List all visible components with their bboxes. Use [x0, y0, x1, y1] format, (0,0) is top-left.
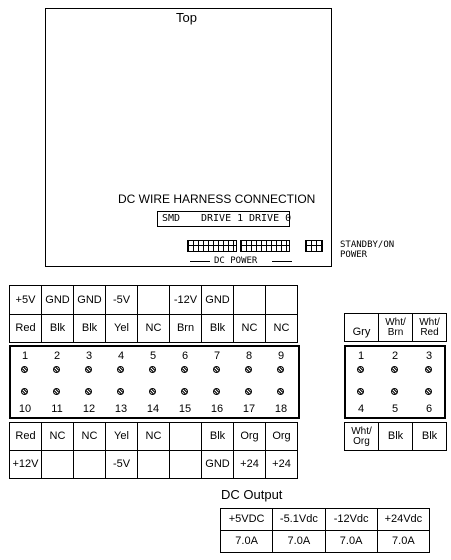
pin-contact-icon — [391, 366, 398, 373]
pin-number: 15 — [178, 403, 192, 415]
pin-number: 3 — [425, 350, 433, 362]
connector18-bottom-table — [9, 422, 298, 479]
pin-contact-icon — [277, 388, 284, 395]
wire-color-cell: Blk — [202, 315, 234, 343]
voltage-cell: +5V — [10, 286, 42, 315]
pin-contact-icon — [425, 366, 432, 373]
pin-number: 12 — [82, 403, 96, 415]
pin-number: 1 — [21, 350, 29, 362]
voltage-cell: -5V — [106, 451, 138, 479]
voltage-cell — [74, 451, 106, 479]
wire-color-cell: NC — [138, 423, 170, 451]
pin-number: 7 — [213, 350, 221, 362]
pin-contact-icon — [425, 388, 432, 395]
pin-number: 14 — [146, 403, 160, 415]
voltage-cell — [266, 286, 298, 315]
pin-number: 3 — [85, 350, 93, 362]
pin-number: 5 — [391, 403, 399, 415]
wire-color-cell: NC — [74, 423, 106, 451]
harness-label: DC WIRE HARNESS CONNECTION — [118, 192, 316, 206]
voltage-cell: -5V — [106, 286, 138, 315]
voltage-cell: GND — [202, 451, 234, 479]
pin-number: 8 — [245, 350, 253, 362]
pin-contact-icon — [181, 388, 188, 395]
wire-color-cell: Wht/ Brn — [379, 314, 413, 342]
pin-contact-icon — [213, 388, 220, 395]
pin-contact-icon — [85, 388, 92, 395]
pin-contact-icon — [149, 388, 156, 395]
dc-power-connector-a-midline — [187, 245, 237, 246]
voltage-cell: GND — [42, 286, 74, 315]
voltage-cell: +12V — [10, 451, 42, 479]
voltage-cell: +24 — [234, 451, 266, 479]
wire-color-cell: Red — [10, 423, 42, 451]
pin-contact-icon — [149, 366, 156, 373]
voltage-cell: -12V — [170, 286, 202, 315]
dc-power-line-left — [190, 261, 210, 262]
voltage-cell — [138, 451, 170, 479]
dc-power-label: DC POWER — [214, 256, 258, 266]
wire-color-cell: Org — [266, 423, 298, 451]
voltage-cell — [42, 451, 74, 479]
dc-output-header: -12Vdc — [325, 509, 377, 531]
pin-contact-icon — [21, 366, 28, 373]
dc-output-value: 7.0A — [273, 531, 325, 553]
connector6-top-table — [344, 313, 447, 342]
drive-label-smd: SMD — [162, 213, 181, 224]
connector6-bottom-table — [344, 422, 447, 451]
top-view-panel — [45, 8, 332, 267]
pin-contact-icon — [117, 388, 124, 395]
pin-number: 6 — [425, 403, 433, 415]
pin-contact-icon — [357, 388, 364, 395]
dc-output-header: +5VDC — [221, 509, 273, 531]
wire-color-cell: NC — [234, 315, 266, 343]
pin-number: 16 — [210, 403, 224, 415]
pin-contact-icon — [181, 366, 188, 373]
wire-color-cell: Wht/ Org — [345, 423, 379, 451]
pin-number: 13 — [114, 403, 128, 415]
pin-number: 9 — [277, 350, 285, 362]
wire-color-cell: NC — [138, 315, 170, 343]
voltage-cell — [138, 286, 170, 315]
pin-contact-icon — [53, 366, 60, 373]
dc-output-table — [220, 508, 430, 553]
wire-color-cell: Org — [234, 423, 266, 451]
wire-color-cell: NC — [266, 315, 298, 343]
wire-color-cell: Brn — [170, 315, 202, 343]
wire-color-cell: Blk — [413, 423, 447, 451]
dc-power-connector-b — [240, 240, 290, 252]
wire-color-cell: Blk — [42, 315, 74, 343]
standby-connector — [305, 240, 323, 252]
voltage-cell — [170, 451, 202, 479]
wire-color-cell: Yel — [106, 315, 138, 343]
dc-power-connector-b-midline — [240, 245, 290, 246]
pin-contact-icon — [21, 388, 28, 395]
voltage-cell: GND — [202, 286, 234, 315]
wire-color-cell: Red — [10, 315, 42, 343]
pin-number: 4 — [357, 403, 365, 415]
pin-number: 2 — [391, 350, 399, 362]
connector18-top-table — [9, 285, 298, 343]
pin-contact-icon — [245, 388, 252, 395]
wire-color-cell: NC — [42, 423, 74, 451]
pin-contact-icon — [53, 388, 60, 395]
top-view-title: Top — [176, 10, 197, 25]
dc-power-connector-a — [187, 240, 237, 252]
pin-number: 1 — [357, 350, 365, 362]
dc-output-title: DC Output — [221, 487, 283, 502]
wire-color-cell — [170, 423, 202, 451]
pin-contact-icon — [277, 366, 284, 373]
voltage-cell — [234, 286, 266, 315]
voltage-cell: GND — [74, 286, 106, 315]
pin-number: 11 — [51, 403, 63, 415]
pin-contact-icon — [357, 366, 364, 373]
dc-output-header: +24Vdc — [377, 509, 429, 531]
pin-number: 2 — [53, 350, 61, 362]
standby-connector-midline — [305, 245, 323, 246]
pin-contact-icon — [85, 366, 92, 373]
voltage-cell: +24 — [266, 451, 298, 479]
wire-color-cell: Wht/ Red — [413, 314, 447, 342]
wire-color-cell: Blk — [379, 423, 413, 451]
pin-contact-icon — [391, 388, 398, 395]
drive-label-1: DRIVE 1 — [201, 213, 244, 224]
dc-output-value: 7.0A — [325, 531, 377, 553]
pin-contact-icon — [213, 366, 220, 373]
pin-number: 18 — [274, 403, 288, 415]
pin-contact-icon — [117, 366, 124, 373]
dc-output-value: 7.0A — [221, 531, 273, 553]
pin-number: 6 — [181, 350, 189, 362]
drive-label-0: DRIVE 0 — [249, 213, 292, 224]
dc-output-value: 7.0A — [377, 531, 429, 553]
pin-contact-icon — [245, 366, 252, 373]
wire-color-cell: Blk — [74, 315, 106, 343]
dc-power-line-right — [272, 261, 292, 262]
pin-number: 10 — [18, 403, 32, 415]
dc-output-header: -5.1Vdc — [273, 509, 325, 531]
wire-color-cell: Blk — [202, 423, 234, 451]
standby-label: STANDBY/ON POWER — [340, 240, 395, 260]
wire-color-cell: Yel — [106, 423, 138, 451]
pin-number: 17 — [242, 403, 256, 415]
pin-number: 5 — [149, 350, 157, 362]
pin-number: 4 — [117, 350, 125, 362]
wire-color-cell: Gry — [345, 314, 379, 342]
